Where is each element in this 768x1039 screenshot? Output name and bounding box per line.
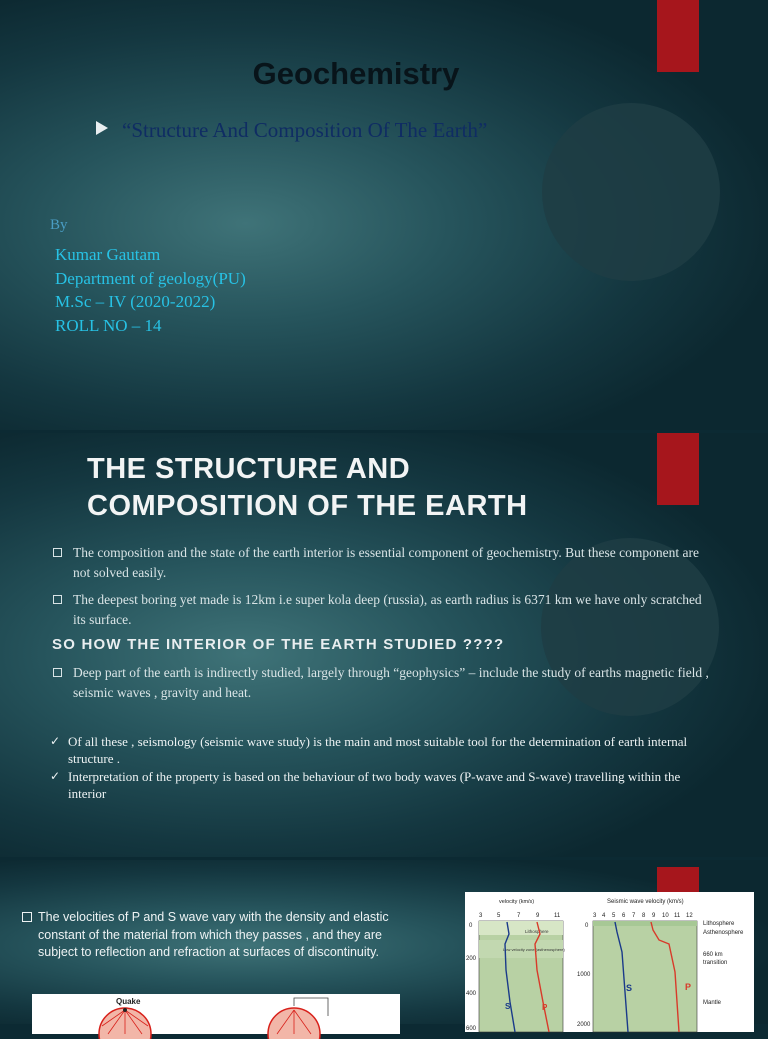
author-name: Kumar Gautam bbox=[55, 245, 161, 264]
svg-text:3: 3 bbox=[593, 913, 597, 919]
slide-title bbox=[0, 0, 768, 430]
svg-text:200: 200 bbox=[466, 956, 477, 962]
svg-text:0: 0 bbox=[469, 923, 473, 929]
svg-text:600: 600 bbox=[466, 1026, 477, 1032]
svg-text:transition: transition bbox=[703, 960, 728, 966]
square-bullet-icon bbox=[53, 595, 62, 604]
subtitle bbox=[96, 118, 487, 143]
svg-text:10: 10 bbox=[662, 913, 669, 919]
svg-text:9: 9 bbox=[652, 913, 656, 919]
svg-text:S: S bbox=[626, 983, 633, 993]
author-roll: ROLL NO – 14 bbox=[55, 315, 162, 335]
bullet-item: The deepest boring yet made is 12km i.e super kola deep (russia), as earth radius is 6371 km we have only scratched its surface. bbox=[52, 590, 712, 630]
svg-text:S: S bbox=[505, 1002, 511, 1011]
author-block bbox=[55, 243, 246, 337]
svg-text:12: 12 bbox=[686, 913, 693, 919]
bullet-item: The composition and the state of the earth interior is essential component of geochemistry. But these component are not solved easily. bbox=[52, 543, 712, 583]
svg-text:6: 6 bbox=[622, 913, 626, 919]
svg-text:11: 11 bbox=[554, 913, 561, 919]
svg-text:Low velocity zone (asthenosphe: Low velocity zone (asthenosphere) bbox=[503, 947, 565, 952]
svg-text:4: 4 bbox=[602, 913, 606, 919]
svg-text:2000: 2000 bbox=[577, 1022, 591, 1028]
slide-heading: THE STRUCTURE AND COMPOSITION OF THE EARTH bbox=[87, 453, 528, 522]
quake-diagram bbox=[32, 994, 400, 1034]
square-bullet-icon bbox=[22, 912, 32, 922]
velocity-profiles-svg bbox=[465, 892, 754, 1032]
decorative-circle bbox=[542, 103, 720, 281]
svg-text:7: 7 bbox=[632, 913, 636, 919]
check-item: ✓ Interpretation of the property is based on the behaviour of two body waves (P-wave and S-wave) travelling within the interior bbox=[50, 769, 681, 801]
svg-text:5: 5 bbox=[612, 913, 616, 919]
svg-text:P: P bbox=[685, 982, 692, 992]
svg-text:7: 7 bbox=[517, 913, 521, 919]
checkmark-icon: ✓ bbox=[50, 734, 61, 748]
subheading: SO HOW THE INTERIOR OF THE EARTH STUDIED ???? bbox=[52, 636, 505, 653]
svg-text:11: 11 bbox=[674, 913, 681, 919]
slide-velocities bbox=[0, 860, 768, 1032]
square-bullet-icon bbox=[53, 668, 62, 677]
svg-text:8: 8 bbox=[642, 913, 646, 919]
quake-label: Quake bbox=[116, 997, 141, 1006]
velocity-profiles-figure bbox=[465, 892, 754, 1032]
bullet-item: Deep part of the earth is indirectly studied, largely through “geophysics” – include the study of earths magnetic field , seismic waves , gravity and heat. bbox=[52, 663, 712, 703]
svg-text:Asthenosphere: Asthenosphere bbox=[703, 930, 744, 936]
svg-text:400: 400 bbox=[466, 991, 477, 997]
svg-text:9: 9 bbox=[536, 913, 540, 919]
svg-text:velocity (km/s): velocity (km/s) bbox=[499, 899, 535, 905]
svg-text:1000: 1000 bbox=[577, 972, 591, 978]
svg-text:660 km: 660 km bbox=[703, 952, 723, 958]
svg-text:Seismic wave velocity (km/s): Seismic wave velocity (km/s) bbox=[607, 899, 684, 905]
subtitle-text: “Structure And Composition Of The Earth” bbox=[122, 118, 488, 142]
velocity-text: The velocities of P and S wave vary with the density and elastic constant of the material from which they passes , and they are subject to reflection and refraction at surfaces of discontinuity. bbox=[20, 909, 420, 962]
accent-bar bbox=[657, 433, 699, 505]
triangle-bullet-icon bbox=[96, 121, 108, 135]
by-label: By bbox=[50, 217, 68, 233]
author-course: M.Sc – IV (2020-2022) bbox=[55, 292, 216, 311]
svg-text:Mantle: Mantle bbox=[703, 1000, 722, 1006]
svg-text:5: 5 bbox=[497, 913, 501, 919]
slide-title-text: Geochemistry bbox=[252, 56, 460, 91]
square-bullet-icon bbox=[53, 548, 62, 557]
svg-text:0: 0 bbox=[585, 923, 589, 929]
svg-text:3: 3 bbox=[479, 913, 483, 919]
quake-figure bbox=[32, 994, 400, 1034]
svg-text:P: P bbox=[542, 1003, 548, 1012]
author-department: Department of geology(PU) bbox=[55, 268, 246, 288]
svg-text:Lithosphere: Lithosphere bbox=[525, 929, 549, 934]
check-item: ✓ Of all these , seismology (seismic wave study) is the main and most suitable tool for the determination of earth internal structure . bbox=[50, 734, 688, 766]
svg-text:Lithosphere: Lithosphere bbox=[703, 921, 735, 927]
checkmark-icon: ✓ bbox=[50, 769, 61, 783]
slide-structure bbox=[0, 433, 768, 857]
